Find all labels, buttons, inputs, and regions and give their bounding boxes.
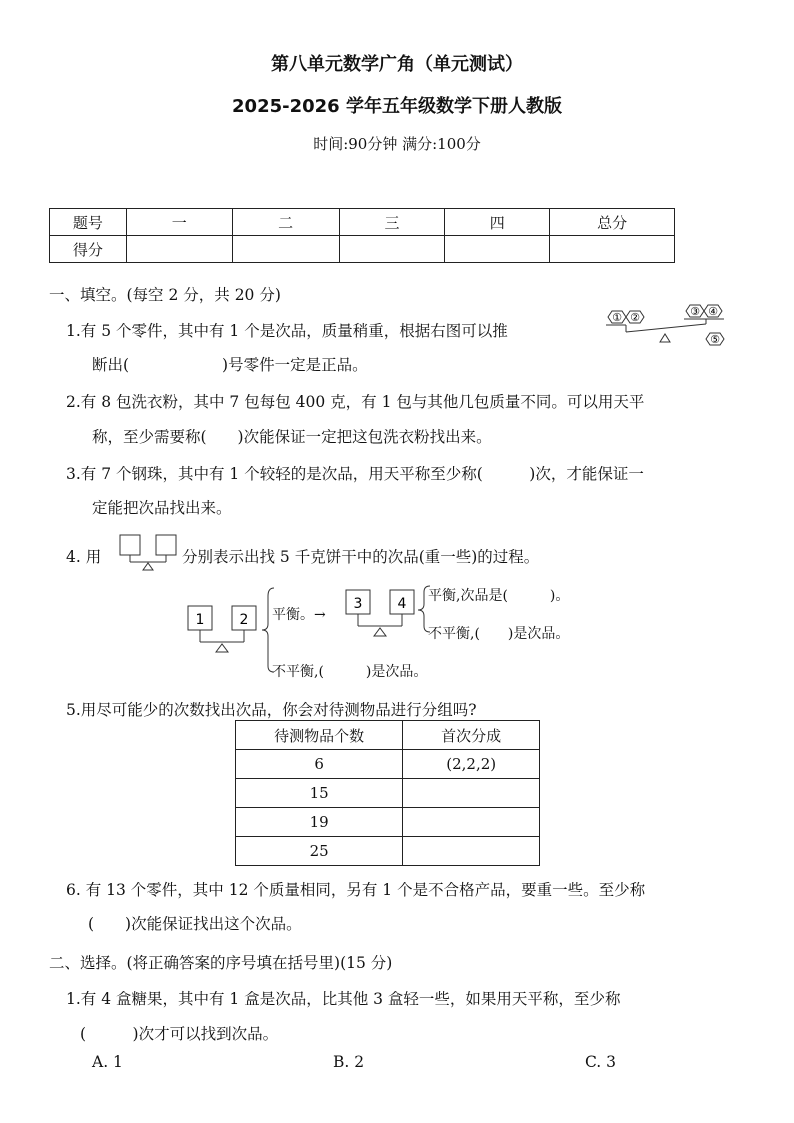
table-row: [236, 808, 540, 837]
score-cell: 二: [232, 209, 339, 236]
sub-balance-text: 平衡,次品是( )。: [428, 588, 570, 604]
grouping-count-cell: 15: [236, 779, 403, 808]
score-table: [49, 208, 675, 263]
option-a[interactable]: A. 1: [92, 1053, 123, 1071]
score-value-row: [50, 236, 675, 263]
second-weighing: [346, 590, 414, 636]
q4-prefix: 4. 用: [66, 548, 102, 566]
score-input-cell[interactable]: [339, 236, 445, 263]
score-cell: 一: [126, 209, 232, 236]
section2-heading: 二、选择。(将正确答案的序号填在括号里)(15 分): [49, 954, 393, 972]
part-5-label: ⑤: [710, 333, 720, 346]
first-brace: [262, 588, 274, 672]
grouping-table: [235, 720, 540, 866]
score-input-cell[interactable]: [232, 236, 339, 263]
score-cell: 三: [339, 209, 445, 236]
score-input-cell[interactable]: [126, 236, 232, 263]
score-cell: 四: [445, 209, 550, 236]
score-input-cell[interactable]: [550, 236, 675, 263]
score-cell: 题号: [50, 209, 127, 236]
grouping-count-cell: 25: [236, 837, 403, 866]
s2-q1-line2: ( )次才可以找到次品。: [80, 1025, 279, 1043]
q1-line1: 1.有 5 个零件，其中有 1 个是次品，质量稍重，根据右图可以推: [66, 322, 508, 340]
q2-line2: 称，至少需要称( )次能保证一定把这包洗衣粉找出来。: [92, 428, 492, 446]
score-input-cell[interactable]: [445, 236, 550, 263]
q5-text: 5.用尽可能少的次数找出次品，你会对待测物品进行分组吗?: [66, 701, 477, 719]
part-2-label: ②: [630, 311, 640, 324]
grouping-count-cell: 19: [236, 808, 403, 837]
q1-line2: 断出( )号零件一定是正品。: [92, 356, 368, 374]
box-1-label: 1: [195, 612, 205, 628]
grouping-count-cell: 6: [236, 750, 403, 779]
branch-unbalance-text: 不平衡,( )是次品。: [272, 664, 428, 680]
option-c[interactable]: C. 3: [585, 1053, 617, 1071]
part-4-label: ④: [708, 305, 718, 318]
grouping-header-row: [236, 721, 540, 750]
score-header-row: [50, 209, 675, 236]
q2-line1: 2.有 8 包洗衣粉，其中 7 包每包 400 克，有 1 包与其他几包质量不同。可以用天平: [66, 393, 645, 411]
grouping-answer-cell[interactable]: [403, 837, 540, 866]
box-4-label: 4: [397, 596, 407, 612]
q1-right-parts: [686, 305, 722, 318]
table-row: [236, 837, 540, 866]
exam-meta: 时间:90分钟 满分:100分: [313, 135, 481, 153]
page-title: 第八单元数学广角（单元测试）: [271, 54, 523, 75]
grouping-answer-cell[interactable]: [403, 779, 540, 808]
q6-line2: ( )次能保证找出这个次品。: [88, 915, 302, 933]
option-b[interactable]: B. 2: [333, 1053, 365, 1071]
first-weighing: [188, 606, 256, 652]
q6-line1: 6. 有 13 个零件，其中 12 个质量相同，另有 1 个是不合格产品，要重一些。至少称: [66, 881, 646, 899]
score-cell: 得分: [50, 236, 127, 263]
s2-q1-line1: 1.有 4 盒糖果，其中有 1 盒是次品，比其他 3 盒轻一些，如果用天平称，至少称: [66, 990, 621, 1008]
q4-inline-balance-icon: [118, 532, 180, 576]
q1-balance-figure: [602, 298, 734, 354]
table-row: [236, 779, 540, 808]
score-cell: 总分: [550, 209, 675, 236]
box-2-label: 2: [239, 612, 249, 628]
part-3-label: ③: [690, 305, 700, 318]
section1-heading: 一、填空。(每空 2 分，共 20 分): [49, 286, 281, 304]
part-1-label: ①: [612, 311, 622, 324]
branch-balance-text: 平衡。→: [272, 607, 326, 623]
grouping-header-cell: 首次分成: [403, 721, 540, 750]
sub-unbalance-text: 不平衡,( )是次品。: [428, 626, 570, 642]
q1-left-parts: [608, 311, 644, 324]
grouping-answer-cell[interactable]: [403, 808, 540, 837]
box-3-label: 3: [353, 596, 363, 612]
grouping-answer-cell: (2,2,2): [403, 750, 540, 779]
table-row: [236, 750, 540, 779]
q3-line1: 3.有 7 个钢珠，其中有 1 个较轻的是次品，用天平称至少称( )次，才能保证一: [66, 465, 644, 483]
q3-line2: 定能把次品找出来。: [92, 499, 232, 517]
grouping-header-cell: 待测物品个数: [236, 721, 403, 750]
page-subtitle: 2025-2026 学年五年级数学下册人教版: [232, 96, 562, 117]
q4-suffix: 分别表示出找 5 千克饼干中的次品(重一些)的过程。: [182, 548, 540, 566]
